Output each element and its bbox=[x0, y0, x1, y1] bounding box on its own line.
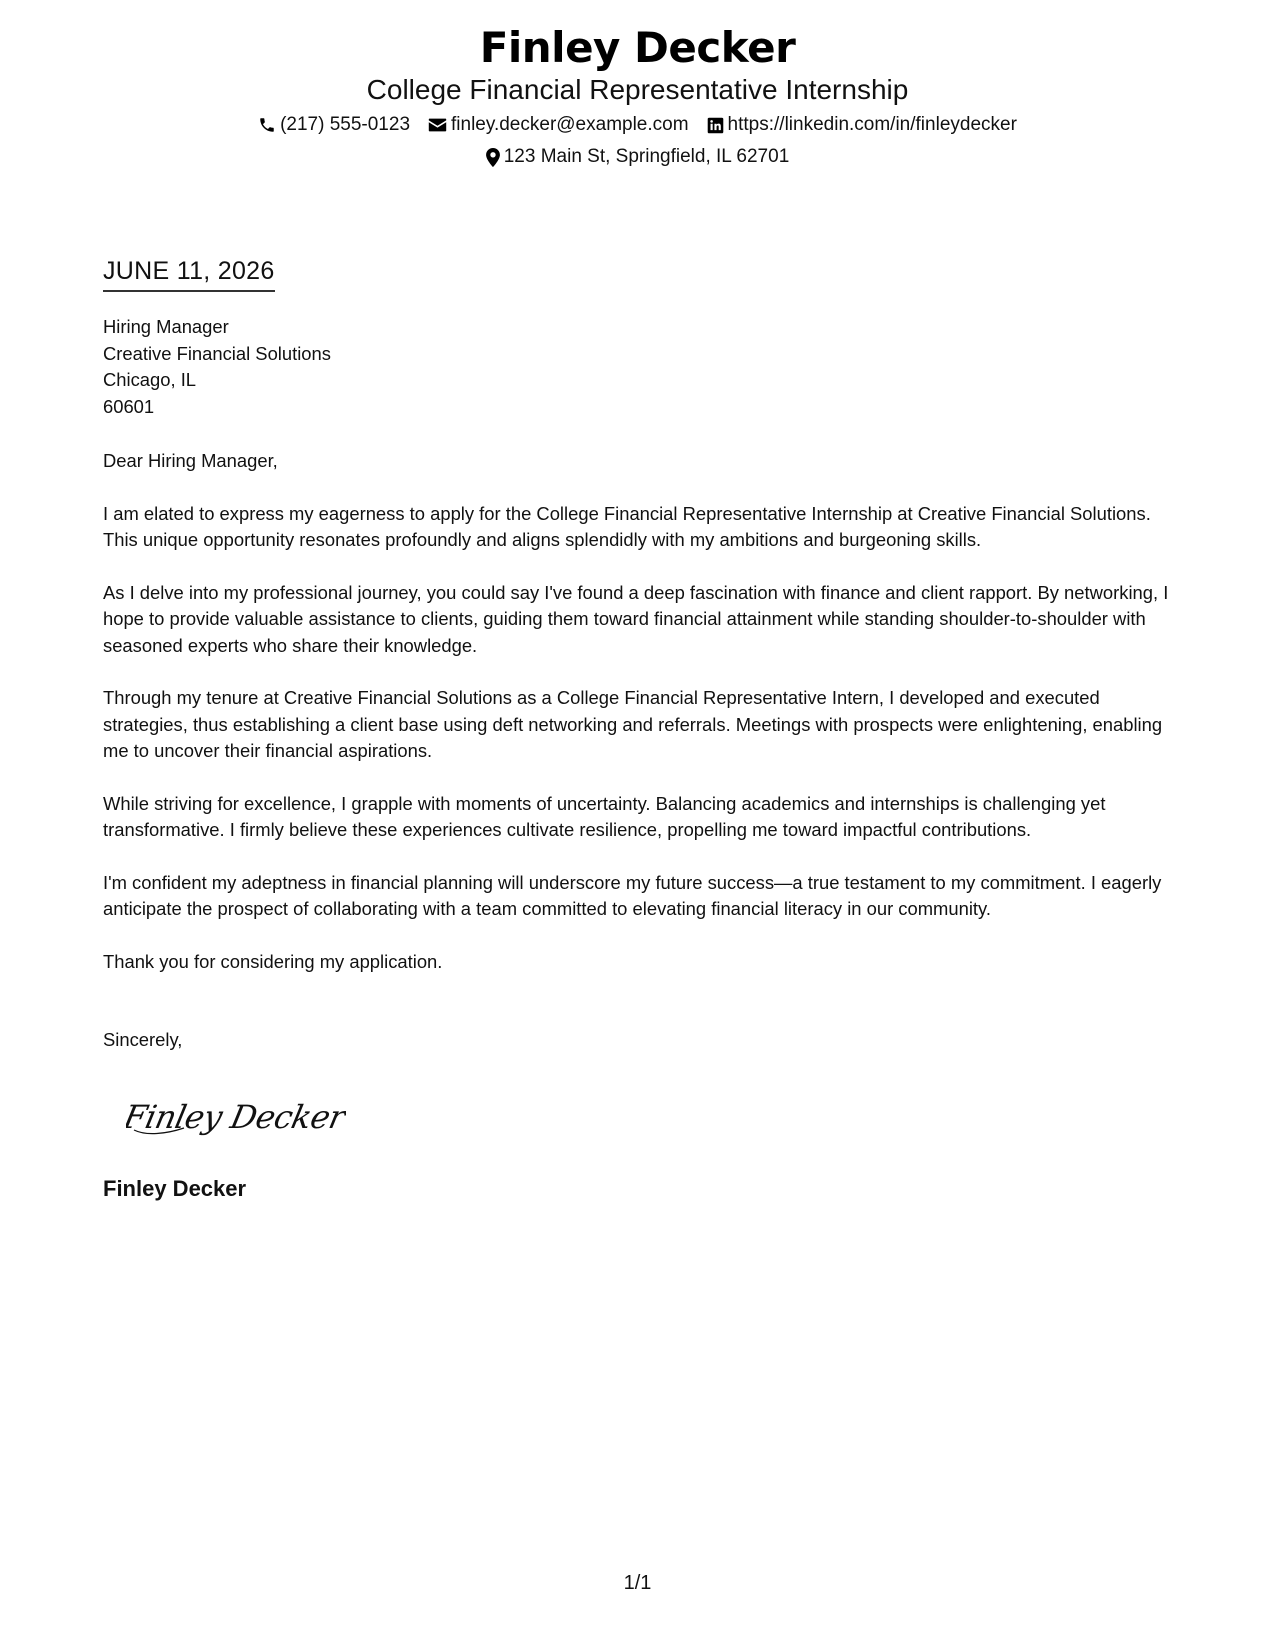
paragraph-4: While striving for excellence, I grapple with moments of uncertainty. Balancing academics and internships is challenging yet transformative. I firmly believe these experiences cultivate resilience, propelling me toward impactful contributions. bbox=[103, 792, 1106, 840]
svg-text:Finley Decker: Finley Decker bbox=[126, 1098, 346, 1136]
signature-graphic bbox=[126, 1090, 346, 1144]
letter-date: JUNE 11, 2026 bbox=[103, 256, 275, 292]
recipient-title: Hiring Manager bbox=[103, 316, 229, 337]
contact-row bbox=[0, 112, 1275, 138]
contact-address bbox=[486, 144, 790, 170]
letter-header bbox=[0, 22, 1275, 170]
paragraph-2: As I delve into my professional journey, you could say I've found a deep fascination with finance and client rapport. By networking, I hope to provide valuable assistance to clients, guiding them toward financial attainment while standing shoulder-to-shoulder with seasoned experts who share their knowledge. bbox=[103, 581, 1169, 656]
paragraph-5: I'm confident my adeptness in financial planning will underscore my future success—a true testament to my commitment. I eagerly anticipate the prospect of collaborating with a team committed to elevating financial literacy in our community. bbox=[103, 871, 1162, 919]
greeting: Dear Hiring Manager, bbox=[103, 450, 278, 471]
email-link[interactable]: finley.decker@example.com bbox=[451, 114, 689, 135]
recipient-company: Creative Financial Solutions bbox=[103, 342, 331, 364]
closing: Sincerely, bbox=[103, 1029, 183, 1050]
recipient-city: Chicago, IL bbox=[103, 369, 197, 390]
handwritten-signature bbox=[126, 1090, 346, 1149]
page-number: 1/1 bbox=[623, 1572, 652, 1594]
paragraph-1: I am elated to express my eagerness to apply for the College Financial Representative Internship at Creative Financial Solutions. This unique opportunity resonates profoundly and aligns splendidly with my ambitions and burgeoning skills. bbox=[103, 502, 1151, 550]
contact-phone bbox=[258, 112, 410, 138]
paragraph-3: Through my tenure at Creative Financial Solutions as a College Financial Representative Intern, I developed and executed strategies, thus establishing a client base using deft networking and referrals. Meetings with prospects were enlightening, enabling me to uncover their financial aspirations. bbox=[103, 687, 1163, 761]
linkedin-icon bbox=[707, 117, 724, 134]
applicant-name: Finley Decker bbox=[479, 23, 796, 72]
contact-email[interactable] bbox=[428, 112, 689, 138]
contact-linkedin[interactable] bbox=[707, 112, 1017, 138]
linkedin-link[interactable]: https://linkedin.com/in/finleydecker bbox=[727, 114, 1017, 135]
recipient-block bbox=[103, 314, 1178, 420]
target-role: College Financial Representative Internship bbox=[366, 74, 909, 105]
map-pin-icon bbox=[486, 148, 500, 167]
envelope-icon bbox=[428, 117, 447, 133]
letter-body bbox=[103, 314, 1178, 1054]
address-row bbox=[0, 144, 1275, 170]
recipient-zip: 60601 bbox=[103, 395, 155, 417]
phone-text: (217) 555-0123 bbox=[280, 114, 411, 135]
phone-icon bbox=[258, 116, 276, 134]
signer-name: Finley Decker bbox=[103, 1176, 247, 1201]
address-text: 123 Main St, Springfield, IL 62701 bbox=[503, 146, 790, 167]
paragraph-6: Thank you for considering my application. bbox=[103, 950, 443, 972]
